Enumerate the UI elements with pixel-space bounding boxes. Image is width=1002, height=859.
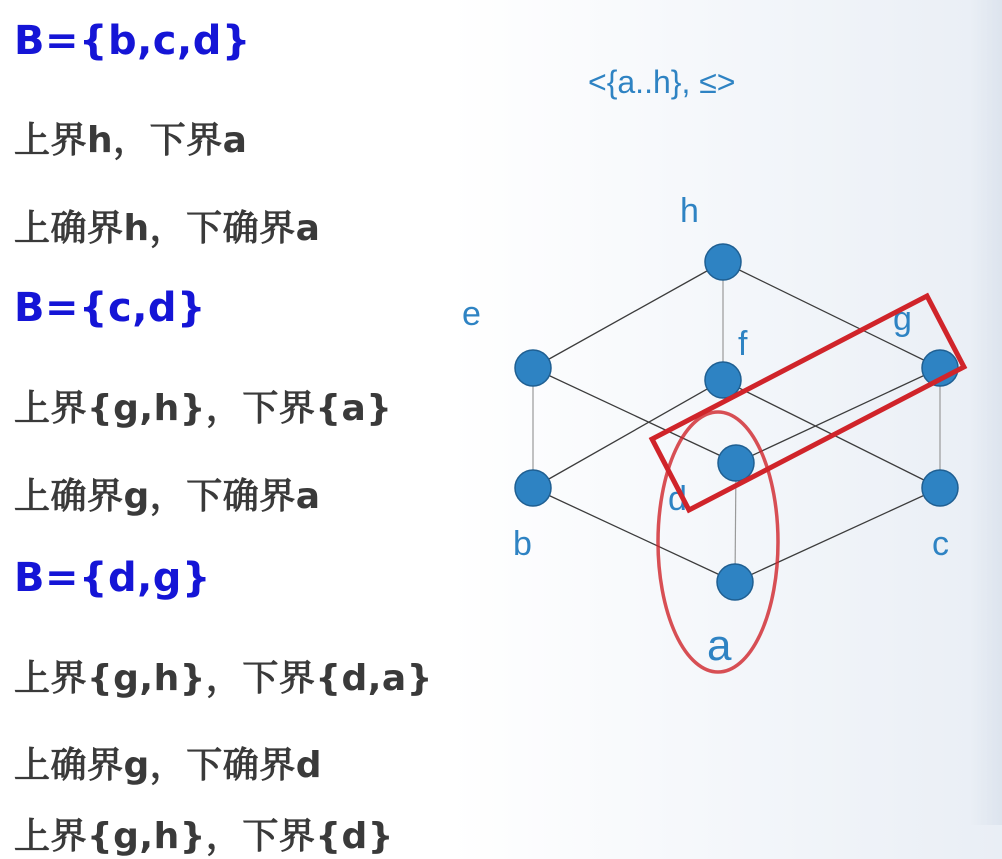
node-b bbox=[515, 470, 551, 506]
set-heading-1: B={b,c,d} bbox=[14, 18, 251, 64]
edge-e-h bbox=[533, 262, 723, 368]
bounds-line-2: 上界{g,h}，下界{a} bbox=[14, 388, 393, 429]
node-label-a: a bbox=[707, 621, 732, 670]
node-f bbox=[705, 362, 741, 398]
set-heading-2: B={c,d} bbox=[14, 285, 206, 331]
cut-off-line: 上界{g,h}，下界{d} bbox=[14, 816, 394, 857]
edge-b-f bbox=[533, 380, 723, 488]
diagram-nodes bbox=[515, 244, 958, 600]
node-label-c: c bbox=[932, 525, 949, 563]
supinf-line-2: 上确界g，下确界a bbox=[14, 476, 321, 517]
node-a bbox=[717, 564, 753, 600]
edge-a-c bbox=[735, 488, 940, 582]
diagram-title: <{a..h}, ≤> bbox=[588, 64, 736, 100]
highlight-rectangle bbox=[652, 296, 964, 510]
node-e bbox=[515, 350, 551, 386]
node-d bbox=[718, 445, 754, 481]
diagram-edges bbox=[533, 262, 940, 582]
supinf-line-3: 上确界g，下确界d bbox=[14, 745, 323, 786]
node-label-g: g bbox=[893, 300, 912, 338]
bounds-line-1: 上界h，下界a bbox=[14, 120, 248, 161]
supinf-line-1: 上确界h，下确界a bbox=[14, 208, 321, 249]
node-label-f: f bbox=[738, 325, 748, 363]
set-heading-3: B={d,g} bbox=[14, 555, 211, 601]
node-h bbox=[705, 244, 741, 280]
node-label-h: h bbox=[680, 192, 699, 230]
bounds-line-3: 上界{g,h}，下界{d,a} bbox=[14, 658, 433, 699]
node-label-b: b bbox=[513, 525, 532, 563]
node-c bbox=[922, 470, 958, 506]
node-label-d: d bbox=[668, 480, 687, 518]
node-label-e: e bbox=[462, 295, 481, 333]
